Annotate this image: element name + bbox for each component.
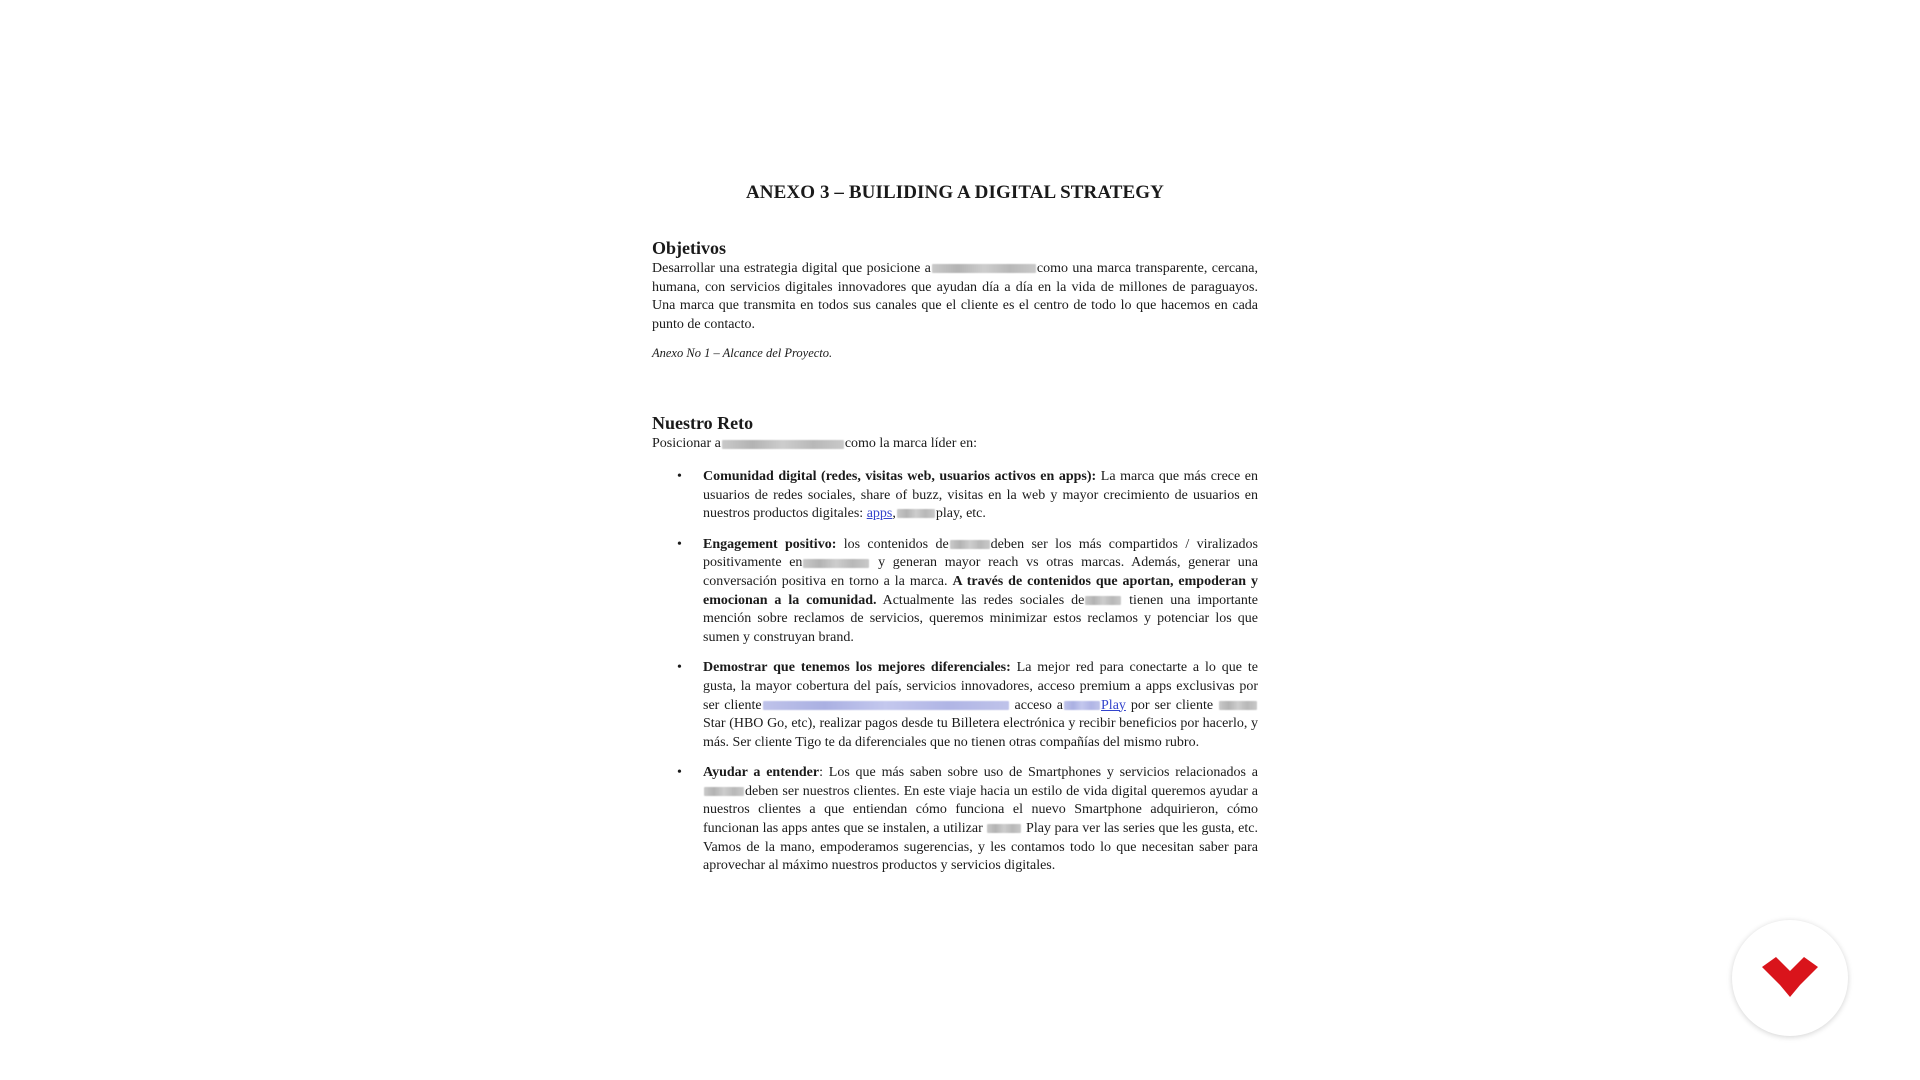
section-heading-reto: Nuestro Reto [652,413,754,434]
logo-button[interactable] [1732,920,1848,1036]
bullet-text: La mejor red para conectarte a lo que te gusta, la mayor cobertura del país, servicios innovadores, acceso premium a apps exclusivas por ser cliente [703,660,1258,713]
list-item [652,764,1258,876]
list-item [652,468,1258,524]
bullet-text: acceso a [1009,697,1064,713]
redacted-brand [932,264,1036,273]
bullet-text: los contenidos de [836,536,949,552]
apps-link[interactable]: apps [866,506,893,522]
redacted-brand [897,509,935,518]
play-link[interactable]: Play [1101,697,1126,713]
redacted-brand [803,559,869,568]
redacted-brand [987,824,1021,833]
bullet-lead: Comunidad digital (redes, visitas web, usuarios activos en apps): [703,468,1097,484]
objetivos-text-b: como una marca transparente, cercana, humana, con servicios digitales innovadores que ayudan día a día en la vida de millones de paraguayos. Una marca que transmita en todos sus canales que el cliente es el centro de todo lo que hacemos en cada punto de contacto. [652,261,1258,332]
bullet-lead: Engagement positivo: [703,536,837,552]
list-item [652,536,1258,648]
reto-bullet-list [652,468,1258,876]
red-chevron-logo-icon [1760,957,1820,999]
bullet-text: Play para ver las series que les gusta, etc. Vamos de la mano, empoderamos sugerencias, y les contamos todo lo que necesitan saber para aprovechar al máximo nuestros productos y servicios digitales. [703,821,1258,874]
redacted-brand [1219,701,1257,710]
redacted-brand [1085,596,1121,605]
bullet-marker: • [677,765,682,781]
document-page [652,182,1258,922]
redacted-link [763,701,1009,710]
bullet-text: tienen una importante mención sobre reclamos de servicios, queremos minimizar estos reclamos y potenciar los que sumen y construyan brand. [703,592,1258,645]
section-heading-objetivos: Objetivos [652,238,726,258]
objetivos-paragraph [652,260,1258,334]
bullet-text: Star (HBO Go, etc), realizar pagos desde tu Billetera electrónica y recibir beneficios por hacerlo, y más. Ser cliente Tigo te da diferenciales que no tienen otras compañías del mismo rubro. [703,716,1258,750]
reto-intro-b: como la marca líder en: [844,436,977,452]
bullet-marker: • [677,536,682,552]
bullet-text: por ser cliente [1125,697,1218,713]
bullet-tail: play, etc. [935,506,986,522]
bullet-lead: Ayudar a entender [703,765,820,781]
document-title: ANEXO 3 – BUILIDING A DIGITAL STRATEGY [745,182,1165,203]
redacted-brand [722,440,844,449]
bullet-marker: • [677,468,682,484]
redacted-brand [704,787,744,796]
bullet-text: y generan mayor reach vs otras marcas. Además, generar una conversación positiva en torno a la marca. [703,555,1258,589]
reto-intro-a: Posicionar a [652,436,721,452]
bullet-text: deben ser los más compartidos / viralizados positivamente en [703,536,1258,571]
bullet-text: La marca que más crece en usuarios de redes sociales, share of buzz, visitas en la web y mayor crecimiento de usuarios en nuestros productos digitales: [703,468,1258,522]
annex-reference: Anexo No 1 – Alcance del Proyecto. [652,346,833,361]
bullet-marker: • [677,660,682,676]
bullet-text: : Los que más saben sobre uso de Smartphones y servicios relacionados a [819,765,1258,781]
bullet-separator: , [892,506,896,522]
bullet-bold-text: A través de contenidos que aportan, empoderan y emocionan a la comunidad. [703,573,1258,608]
bullet-lead: Demostrar que tenemos los mejores diferenciales: [703,660,1011,676]
objetivos-text-a: Desarrollar una estrategia digital que posicione a [652,261,931,276]
redacted-brand [1064,701,1100,710]
bullet-text: Actualmente las redes sociales de [876,592,1085,608]
list-item [652,659,1258,752]
redacted-brand [950,540,990,549]
bullet-text: deben ser nuestros clientes. En este viaje hacia un estilo de vida digital queremos ayudar a nuestros clientes a que entiendan cómo funciona el nuevo Smartphone adquirieron, cómo funcionan las apps antes que se instalen, a utilizar [703,783,1258,837]
reto-intro [652,435,1258,454]
